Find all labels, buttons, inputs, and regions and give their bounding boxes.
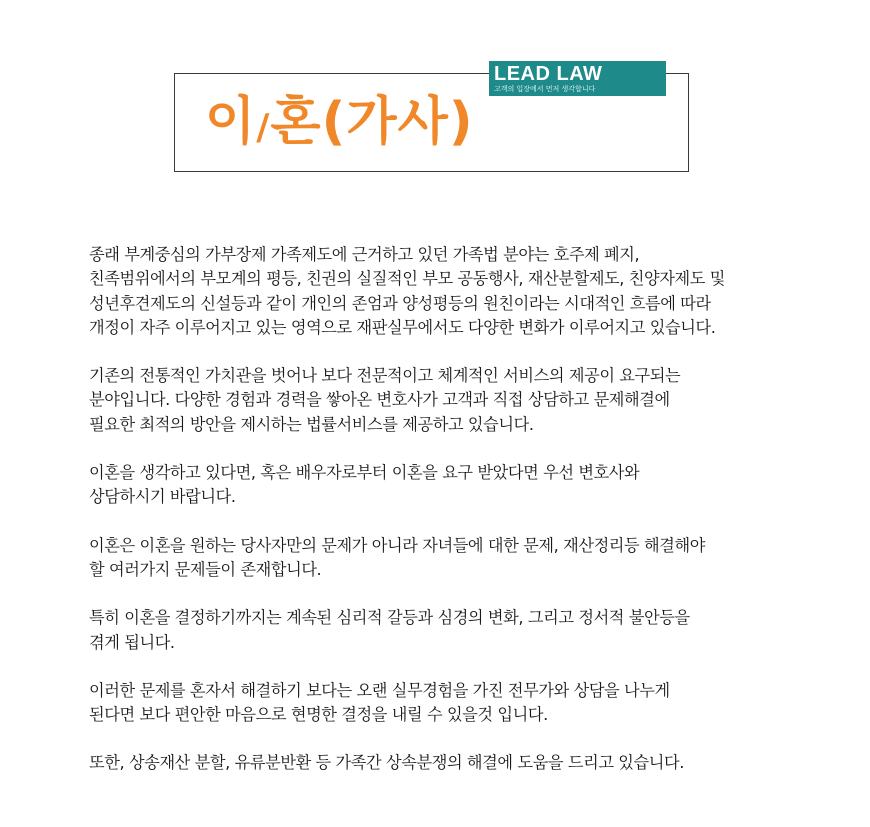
paragraph-line: 이러한 문제를 혼자서 해결하기 보다는 오랜 실무경험을 가진 전무가와 상담을 나누게 — [89, 680, 670, 700]
paragraph-line: 개정이 자주 이루어지고 있는 영역으로 재판실무에서도 다양한 변화가 이루어지고 있습니다. — [89, 317, 716, 337]
title-part-2: 혼(가사) — [270, 92, 474, 152]
paragraph-line: 필요한 최적의 방안을 제시하는 법률서비스를 제공하고 있습니다. — [89, 414, 534, 434]
paragraph — [89, 751, 829, 775]
paragraph-line: 이혼을 생각하고 있다면, 혹은 배우자로부터 이혼을 요구 받았다면 우선 변호사와 — [89, 463, 640, 483]
paragraph-line: 기존의 전통적인 가치관을 벗어나 보다 전문적이고 체계적인 서비스의 제공이 요구되는 — [89, 366, 681, 386]
brand-name: LEAD LAW — [494, 63, 603, 85]
page-title — [205, 90, 474, 160]
paragraph-line: 된다면 보다 편안한 마음으로 현명한 결정을 내릴 수 있을것 입니다. — [89, 705, 548, 725]
paragraph-line: 겪게 됩니다. — [89, 632, 175, 652]
description-text — [89, 243, 829, 800]
paragraph — [89, 364, 829, 437]
paragraph-line: 또한, 상송재산 분할, 유류분반환 등 가족간 상속분쟁의 해결에 도움을 드리고 있습니다. — [89, 753, 684, 773]
paragraph-line: 특히 이혼을 결정하기까지는 계속된 심리적 갈등과 심경의 변화, 그리고 정서적 불안등을 — [89, 608, 690, 628]
title-slash: / — [256, 107, 271, 148]
paragraph — [89, 461, 829, 510]
paragraph — [89, 243, 829, 340]
paragraph-line: 상담하시기 바랍니다. — [89, 487, 236, 507]
paragraph-line: 할 여러가지 문제들이 존재합니다. — [89, 559, 322, 579]
paragraph-line: 종래 부계중심의 가부장제 가족제도에 근거하고 있던 가족법 분야는 호주제 폐지, — [89, 245, 640, 264]
paragraph — [89, 679, 829, 728]
paragraph-line: 친족범위에서의 부모계의 평등, 친권의 실질적인 부모 공동행사, 재산분할제도, 친양자제도 및 — [89, 269, 725, 289]
brand-tagline: 고객의 입장에서 먼저 생각합니다 — [494, 85, 596, 93]
paragraph-line: 이혼은 이혼을 원하는 당사자만의 문제가 아니라 자녀들에 대한 문제, 재산정리등 해결해야 — [89, 535, 705, 555]
title-part-1: 이 — [205, 92, 257, 152]
paragraph — [89, 534, 829, 583]
paragraph-line: 성년후견제도의 신설등과 같이 개인의 존엄과 양성평등의 원친이라는 시대적인 흐름에 따라 — [89, 293, 711, 313]
paragraph-line: 분야입니다. 다양한 경험과 경력을 쌓아온 변호사가 고객과 직접 상담하고 문제해결에 — [89, 390, 670, 410]
paragraph — [89, 606, 829, 655]
brand-logo — [489, 61, 666, 96]
